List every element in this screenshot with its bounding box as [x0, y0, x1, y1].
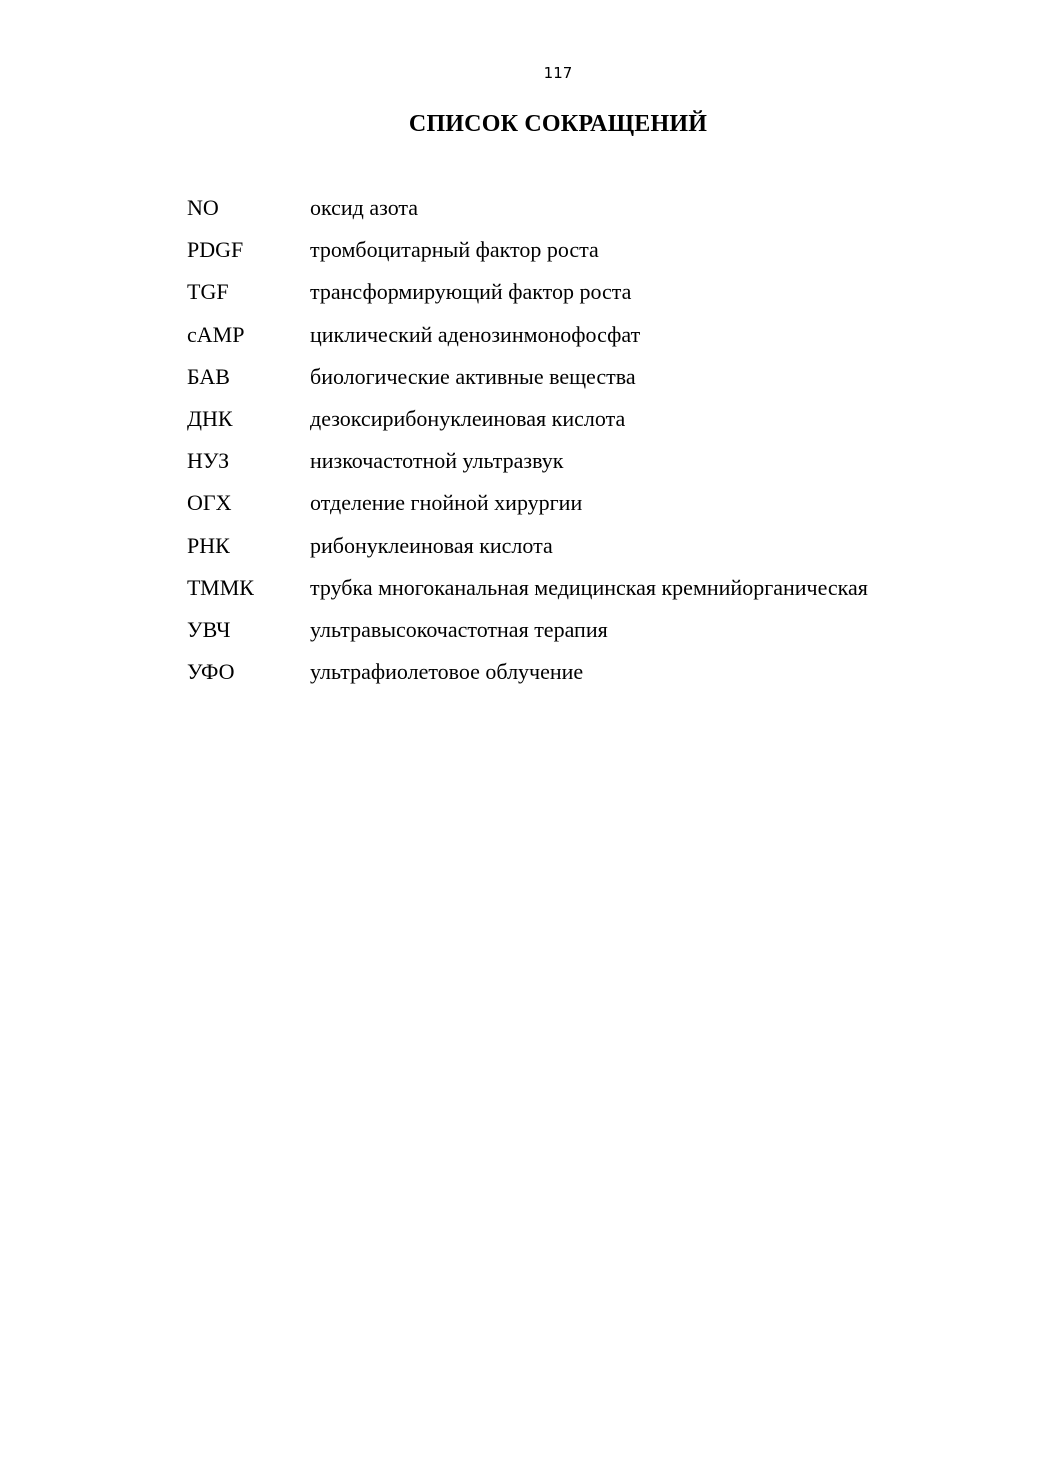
list-item: [187, 531, 1007, 573]
abbreviation-definition: рибонуклеиновая кислота: [310, 532, 553, 558]
list-item: [187, 235, 1007, 277]
list-item: [187, 615, 1007, 657]
abbreviation-term: БАВ: [187, 363, 230, 389]
list-item: [187, 446, 1007, 488]
abbreviation-definition: ультрафиолетовое облучение: [310, 659, 584, 685]
page-number: 117: [543, 64, 573, 82]
abbreviation-definition: ультравысокочастотная терапия: [310, 616, 608, 642]
abbreviation-definition: отделение гнойной хирургии: [310, 490, 583, 516]
list-item: [187, 657, 1007, 699]
abbreviation-term: УФО: [187, 659, 235, 685]
abbreviation-definition: низкочастотной ультразвук: [310, 448, 564, 474]
abbreviation-definition: биологические активные вещества: [310, 363, 636, 389]
abbreviation-term: ОГХ: [187, 490, 232, 516]
abbreviation-definition: тромбоцитарный фактор роста: [310, 237, 599, 263]
abbreviation-term: УВЧ: [187, 616, 231, 642]
list-item: [187, 193, 1007, 235]
abbreviation-term: ДНК: [187, 405, 233, 431]
abbreviation-term: ТММК: [187, 574, 254, 600]
abbreviation-term: cAMP: [187, 321, 245, 347]
abbreviation-definition: циклический аденозинмонофосфат: [310, 321, 641, 347]
page-title: СПИСОК СОКРАЩЕНИЙ: [408, 111, 708, 137]
abbreviation-list: [187, 193, 1007, 699]
abbreviation-term: РНК: [187, 532, 230, 558]
abbreviation-term: PDGF: [187, 237, 244, 263]
abbreviation-term: NO: [187, 195, 219, 220]
abbreviation-definition: оксид азота: [310, 195, 419, 220]
list-item: [187, 573, 1007, 615]
list-item: [187, 277, 1007, 319]
abbreviation-definition: трансформирующий фактор роста: [310, 279, 632, 305]
abbreviation-definition: трубка многоканальная медицинская кремнийорганическая: [310, 574, 868, 600]
abbreviation-term: TGF: [187, 279, 229, 305]
abbreviation-term: НУЗ: [187, 448, 230, 474]
list-item: [187, 404, 1007, 446]
list-item: [187, 488, 1007, 530]
list-item: [187, 320, 1007, 362]
abbreviation-definition: дезоксирибонуклеиновая кислота: [310, 405, 626, 431]
list-item: [187, 362, 1007, 404]
